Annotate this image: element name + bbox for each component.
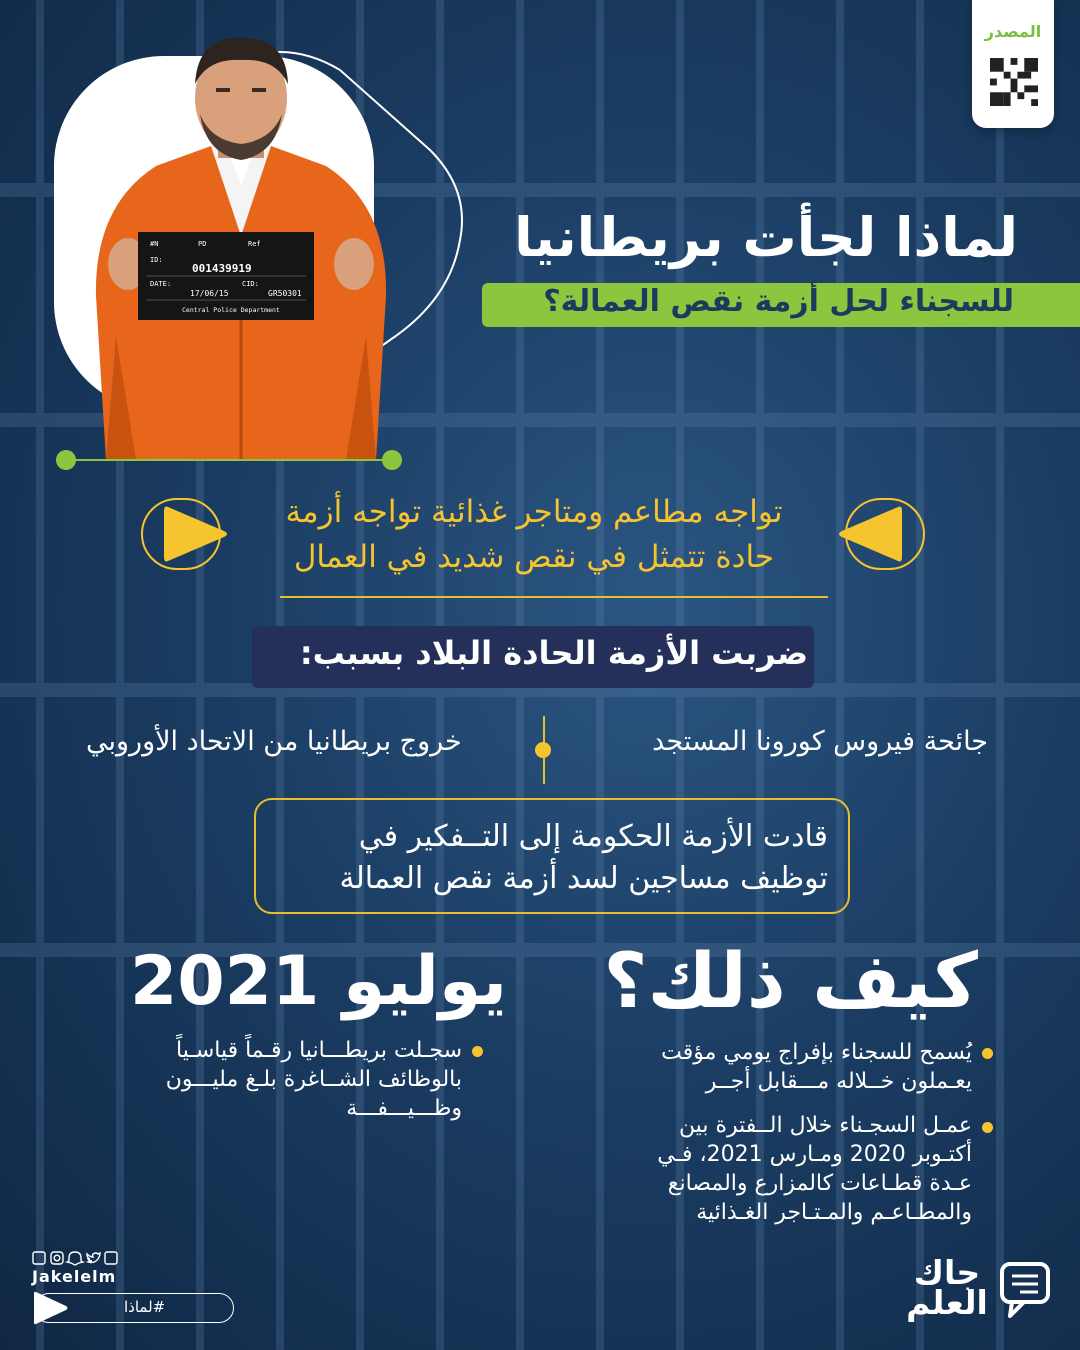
july-bullet-line: وظـــيـــفـــة xyxy=(346,1096,462,1121)
july-bullet-line: سجـلت بريطـــانيا رقـماً قياسـياً xyxy=(176,1038,462,1063)
page-subtitle: للسجناء لحل أزمة نقص العمالة؟ xyxy=(543,284,1014,319)
how-bullet-2-line: أكتـوبر 2020 ومـارس 2021، فـي xyxy=(657,1142,972,1167)
instagram-icon xyxy=(51,1252,63,1264)
placard-id-value: 001439919 xyxy=(192,262,252,275)
causes-dot xyxy=(535,742,551,758)
bullet-dot-icon xyxy=(472,1046,483,1057)
play-shape-right-icon xyxy=(832,497,926,571)
result-text xyxy=(268,816,828,900)
page-title: لماذا لجأت بريطانيا xyxy=(514,206,1018,269)
july-bullet-line: بالوظائف الشــاغرة بلـغ مليـــون xyxy=(165,1067,462,1092)
result-line-1: قادت الأزمة الحكومة إلى التــفكير في xyxy=(358,819,828,854)
source-label: المصدر xyxy=(984,22,1042,41)
how-title: كيف ذلك؟ xyxy=(603,936,978,1025)
brand-handle[interactable]: Jakelelm xyxy=(32,1267,117,1286)
placard-date-value: 17/06/15 xyxy=(190,289,229,298)
intro-text xyxy=(234,490,834,580)
placard-ref: Ref xyxy=(248,240,261,248)
logo-line-1: جاك xyxy=(913,1253,981,1292)
july-title: يوليو 2021 xyxy=(130,942,508,1021)
how-bullet-1-line: يعـملون خــلاله مـــقابل أجــر xyxy=(705,1069,972,1094)
intro-line-1: تواجه مطاعم ومتاجر غذائية تواجه أزمة xyxy=(285,494,783,530)
bullet-dot-icon xyxy=(982,1048,993,1059)
result-line-2: توظيف مساجين لسد أزمة نقص العمالة xyxy=(339,861,828,896)
how-bullet-1-line: يُسمح للسجناء بإفراج يومي مؤقت xyxy=(661,1040,972,1065)
twitter-icon xyxy=(87,1253,100,1263)
how-bullet-2-line: والمطـاعـم والمـتـاجر الغـذائية xyxy=(696,1200,972,1225)
chat-logo-icon xyxy=(998,1260,1052,1320)
how-bullet-2-line: عمـل السجـناء خلال الــفترة بين xyxy=(678,1113,972,1138)
prisoner-photo xyxy=(76,36,406,460)
intro-line-2: حادة تتمثل في نقص شديد في العمال xyxy=(293,539,775,575)
facebook-icon xyxy=(33,1252,45,1264)
placard-date-label: DATE: xyxy=(150,280,172,288)
linkedin-icon xyxy=(105,1252,117,1264)
placard-cid-label: CID: xyxy=(242,280,259,288)
source-card[interactable] xyxy=(972,0,1054,128)
social-icons[interactable] xyxy=(32,1250,118,1266)
cause-brexit: خروج بريطانيا من الاتحاد الأوروبي xyxy=(86,726,462,757)
brand-logo-text xyxy=(898,1253,996,1322)
placard-id-label: ID: xyxy=(150,256,163,264)
play-icon xyxy=(30,1288,70,1328)
logo-line-2: العلم xyxy=(906,1283,988,1322)
causes-title: ضربت الأزمة الحادة البلاد بسبب: xyxy=(299,634,808,672)
how-bullet-2 xyxy=(657,1111,972,1227)
placard-n: #N xyxy=(150,240,159,248)
placard-cid-value: GR50301 xyxy=(268,289,302,298)
how-bullet-1 xyxy=(661,1038,972,1096)
placard-department: Central Police Department xyxy=(182,306,280,314)
section-divider xyxy=(280,596,828,598)
hashtag[interactable]: #لماذا xyxy=(124,1298,166,1316)
snapchat-icon xyxy=(67,1252,83,1265)
placard-pd: PD xyxy=(198,240,207,248)
cause-covid: جائحة فيروس كورونا المستجد xyxy=(652,726,988,757)
decorative-line xyxy=(56,448,402,472)
july-bullet xyxy=(166,1036,462,1123)
bullet-dot-icon xyxy=(982,1122,993,1133)
how-bullet-2-line: عـدة قطـاعات كالمزارع والمصانع xyxy=(667,1171,972,1196)
play-shape-left-icon xyxy=(140,497,234,571)
qr-code-icon xyxy=(990,58,1038,106)
